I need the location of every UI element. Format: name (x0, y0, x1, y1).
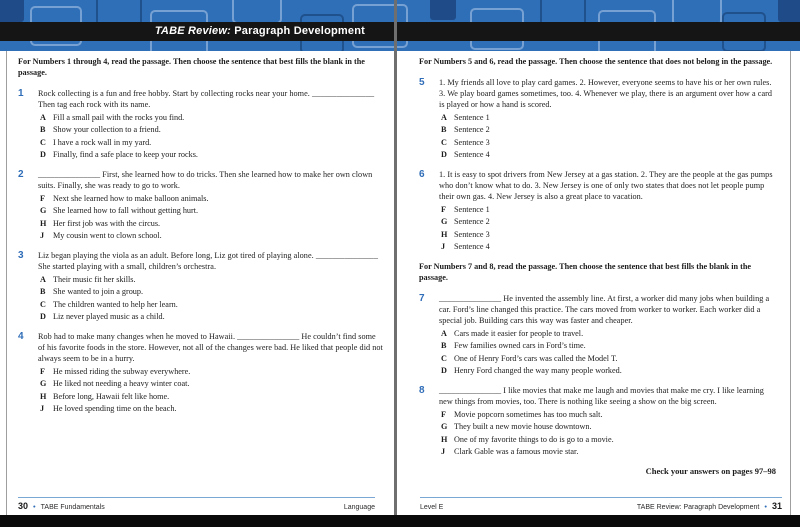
chapter-title-label: TABE Review: (154, 25, 231, 37)
question-passage: Rob had to make many changes when he moved to Hawaii. _______________ He couldn’t find some of his favorite foods in the store. However, not all of the changes were bad. He liked that people did not always seem to be in a hurry. (38, 332, 383, 363)
answer-option (439, 434, 778, 445)
option-letter: J (441, 242, 446, 251)
option-letter: A (441, 112, 447, 122)
answer-option (439, 365, 778, 376)
footer-bullet: • (33, 502, 36, 511)
option-letter: H (441, 434, 448, 444)
option-text: Cars made it easier for people to travel. (454, 328, 584, 338)
option-text: She wanted to join a group. (53, 287, 144, 296)
question-6 (419, 169, 778, 252)
footer-chapter: TABE Review: Paragraph Development (636, 504, 760, 511)
option-letter: H (40, 218, 47, 228)
book-bottom-edge (0, 515, 800, 527)
answer-option (38, 218, 384, 229)
question-body (439, 77, 778, 160)
option-text: He loved spending time on the beach. (53, 404, 177, 413)
banner-pattern (0, 0, 800, 51)
pattern-square (232, 0, 282, 24)
answer-option (38, 403, 384, 414)
option-letter: C (40, 137, 46, 147)
option-text: Few families owned cars in Ford’s time. (454, 341, 586, 350)
answer-option (38, 205, 384, 216)
answer-option (439, 124, 778, 135)
answer-option (439, 241, 778, 252)
option-text: Sentence 3 (454, 229, 490, 239)
question-number: 2 (18, 169, 24, 180)
question-number: 7 (419, 293, 425, 304)
directions-5-6: For Numbers 5 and 6, read the passage. Then choose the sentence that does not belong in the passage. (419, 57, 773, 66)
question-number: 3 (18, 250, 24, 261)
option-letter: J (40, 404, 45, 413)
question-4 (18, 331, 384, 414)
option-letter: C (441, 137, 447, 147)
option-text: My cousin went to clown school. (53, 231, 162, 240)
question-number: 5 (419, 77, 425, 88)
directions-7-8: For Numbers 7 and 8, read the passage. Then choose the sentence that best fills the blank in the passage. (419, 262, 752, 282)
option-letter: D (40, 150, 46, 159)
answer-option (38, 230, 384, 241)
right-page-edge (790, 51, 791, 515)
option-text: Fill a small pail with the rocks you find. (53, 112, 185, 122)
question-passage: _______________ First, she learned how to do tricks. Then she learned how to make her own clown suits. Finally, she was ready to go to work. (38, 170, 373, 190)
option-text: Liz never played music as a child. (53, 312, 165, 321)
option-text: Movie popcorn sometimes has too much salt. (454, 409, 603, 419)
question-number: 6 (419, 169, 425, 180)
answer-option (38, 286, 384, 297)
option-letter: C (441, 353, 447, 363)
question-7 (419, 293, 778, 376)
book-gutter (394, 0, 397, 515)
option-letter: B (441, 341, 447, 350)
answer-option (38, 378, 384, 389)
question-1 (18, 88, 384, 160)
option-letter: A (441, 328, 447, 338)
check-answers-note: Check your answers on pages 97–98 (645, 466, 776, 476)
option-letter: G (40, 206, 47, 215)
answer-option (439, 353, 778, 364)
option-letter: F (40, 193, 46, 203)
option-text: Sentence 2 (454, 125, 490, 134)
option-letter: B (40, 287, 46, 296)
question-number: 4 (18, 331, 24, 342)
option-letter: A (40, 112, 46, 122)
option-text: Show your collection to a friend. (53, 125, 161, 134)
option-letter: G (441, 422, 448, 431)
question-number: 8 (419, 385, 425, 396)
option-text: Sentence 4 (454, 242, 490, 251)
question-body (38, 331, 384, 414)
answer-option (38, 299, 384, 310)
question-body (38, 250, 384, 322)
option-text: Henry Ford changed the way many people worked. (454, 366, 622, 375)
answer-option (38, 391, 384, 402)
option-text: One of Henry Ford’s cars was called the Model T. (454, 353, 618, 363)
question-body (439, 385, 778, 457)
option-letter: F (441, 409, 447, 419)
footer-bullet: • (764, 502, 767, 511)
question-body (38, 88, 384, 160)
option-text: Finally, find a safe place to keep your rocks. (53, 150, 198, 159)
option-letter: G (441, 217, 448, 226)
option-letter: C (40, 299, 46, 309)
option-text: Sentence 3 (454, 137, 490, 147)
answer-option (439, 340, 778, 351)
answer-option (439, 112, 778, 123)
left-footer-rule (18, 497, 375, 498)
option-text: Her first job was with the circus. (53, 218, 161, 228)
option-letter: G (40, 379, 47, 388)
option-text: One of my favorite things to do is go to a movie. (454, 434, 614, 444)
right-page (398, 51, 790, 515)
chapter-title-bar (0, 22, 800, 41)
option-letter: B (441, 125, 447, 134)
footer-level: Level E (420, 504, 444, 511)
option-text: He missed riding the subway everywhere. (53, 366, 191, 376)
question-8 (419, 385, 778, 457)
answer-option (439, 216, 778, 227)
option-text: The children wanted to help her learn. (53, 299, 178, 309)
answer-option (38, 193, 384, 204)
question-passage: 1. It is easy to spot drivers from New Jersey at a gas station. 2. They are the people at the gas pumps who don’t know what to do. 3. New Jersey is one of only two states that does not let people pump their own gas. 4. New Jersey is also a great place to vacation. (439, 170, 773, 201)
answer-option (38, 366, 384, 377)
answer-option (38, 112, 384, 123)
answer-option (439, 137, 778, 148)
option-text: Sentence 2 (454, 217, 490, 226)
footer-section: Language (343, 504, 375, 511)
answer-option (439, 409, 778, 420)
answer-option (439, 446, 778, 457)
option-text: Their music fit her skills. (53, 274, 136, 284)
answer-option (439, 421, 778, 432)
question-body (439, 293, 778, 376)
answer-option (439, 204, 778, 215)
option-letter: B (40, 125, 46, 134)
option-text: Next she learned how to make balloon animals. (53, 193, 209, 203)
question-passage: Liz began playing the viola as an adult. Before long, Liz got tired of playing alone. _______________ She started playing with a small, children’s orchestra. (38, 251, 378, 271)
option-letter: H (441, 229, 448, 239)
option-letter: A (40, 274, 46, 284)
answer-option (38, 149, 384, 160)
chapter-title (155, 22, 365, 41)
left-page (7, 51, 394, 515)
question-passage: Rock collecting is a fun and free hobby. Start by collecting rocks near your home. _______________ Then tag each rock with its name. (38, 89, 375, 109)
option-text: Sentence 4 (454, 150, 490, 159)
option-text: They built a new movie house downtown. (454, 422, 592, 431)
option-text: Clark Gable was a famous movie star. (454, 447, 579, 456)
pattern-square (778, 0, 800, 22)
option-letter: J (40, 231, 45, 240)
question-3 (18, 250, 384, 322)
question-passage: 1. My friends all love to play card games. 2. However, everyone seems to have his or her own rules. 3. We play board games sometimes, too. 4. Whenever we play, there is an argument over how a card is played or how a hand is scored. (439, 78, 773, 109)
option-letter: J (441, 447, 446, 456)
option-text: Sentence 1 (454, 204, 490, 214)
right-footer-rule (420, 497, 782, 498)
option-letter: H (40, 391, 47, 401)
question-passage: _______________ He invented the assembly line. At first, a worker did many jobs when building a car. Ford’s line changed this practice. The cars moved from worker to worker. Each worker did a special job. Building cars this way was faster and cheaper. (439, 294, 770, 325)
question-passage: _______________ I like movies that make me laugh and movies that make me cry. I like learning new things from movies, too. There is nothing like seeing a show on the big screen. (439, 386, 764, 406)
directions-1-4: For Numbers 1 through 4, read the passage. Then choose the sentence that best fills the blank in the passage. (18, 57, 365, 77)
option-text: Sentence 1 (454, 112, 490, 122)
answer-option (38, 137, 384, 148)
option-text: I have a rock wall in my yard. (53, 137, 152, 147)
left-page-edge (6, 51, 7, 515)
option-text: Before long, Hawaii felt like home. (53, 391, 170, 401)
right-page-footer (420, 501, 782, 511)
option-text: She learned how to fall without getting hurt. (53, 206, 199, 215)
question-2 (18, 169, 384, 241)
right-page-number: 31 (771, 501, 782, 511)
option-letter: D (441, 150, 447, 159)
answer-option (439, 328, 778, 339)
question-body (439, 169, 778, 252)
answer-option (38, 311, 384, 322)
left-page-footer (18, 501, 375, 511)
pattern-square (0, 0, 24, 22)
question-5 (419, 77, 778, 160)
question-body (38, 169, 384, 241)
pattern-square (430, 0, 456, 20)
answer-option (439, 149, 778, 160)
option-letter: F (40, 366, 46, 376)
option-letter: D (441, 366, 447, 375)
answer-option (38, 124, 384, 135)
left-page-number: 30 (18, 501, 29, 511)
answer-option (439, 229, 778, 240)
footer-book-title: TABE Fundamentals (40, 504, 105, 511)
answer-option (38, 274, 384, 285)
option-letter: F (441, 204, 447, 214)
question-number: 1 (18, 88, 24, 99)
chapter-title-text: Paragraph Development (234, 25, 365, 37)
option-text: He liked not needing a heavy winter coat. (53, 379, 190, 388)
option-letter: D (40, 312, 46, 321)
